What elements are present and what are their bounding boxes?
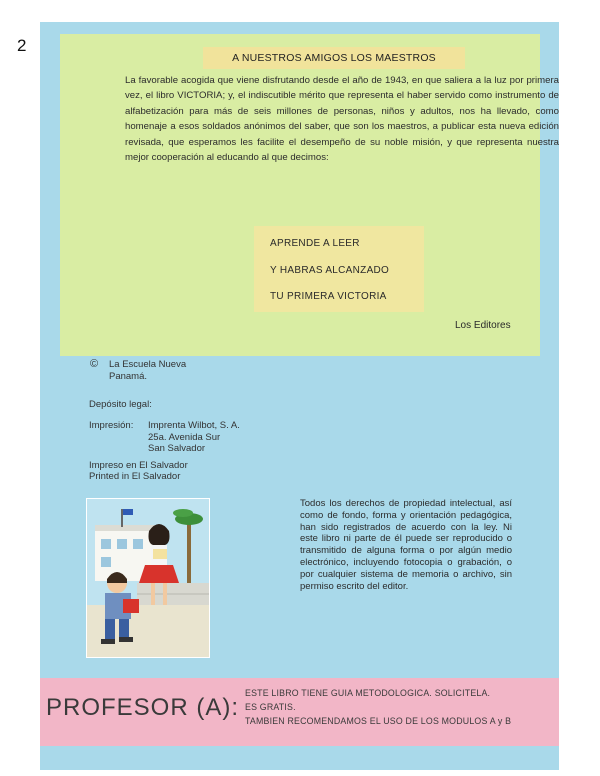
printing-line-1: Imprenta Wilbot, S. A.: [148, 420, 240, 431]
printed-in-line-2: Printed in El Salvador: [89, 471, 181, 482]
copyright-icon: ©: [90, 358, 99, 370]
motto-line-1: APRENDE A LEER: [270, 238, 360, 249]
printing-line-3: San Salvador: [148, 443, 206, 454]
deposit-label: Depósito legal:: [89, 399, 152, 410]
dedication-paragraph: La favorable acogida que viene disfrutando desde el año de 1943, en que saliera a la luz por primera vez, el libro VICTORIA; y, el indiscutible mérito que representa el haber servido como instrumento de alfabetización para más de seis millones de personas, niños y adultos, nos ha llevado, como homenaje a esos soldados anónimos del saber, que son los maestros, a publicar esta nueva edición revisada, que esperamos les facilite el desempeño de su noble misión, y que representa nuestra mejor cooperación al educando al que decimos:: [125, 75, 559, 164]
printed-in-line-1: Impreso en El Salvador: [89, 460, 188, 471]
rights-notice: Todos los derechos de propiedad intelectual, así como de fondo, forma y orientación pedagógica, han sido registrados de acuerdo con la ley. Ni este libro ni parte de él puede ser reproducido o transmitido de alguna forma o por algún medio electrónico, incluyendo fotocopia o grabación, o por cualquier sistema de memoria o archivo, sin permiso escrito del editor.: [300, 498, 512, 592]
free-note: ES GRATIS.: [245, 702, 296, 712]
page-number: 2: [17, 36, 27, 55]
children-reading-illustration: [86, 498, 210, 658]
dedication-heading: A NUESTROS AMIGOS LOS MAESTROS: [203, 47, 465, 69]
children-reading-image: [87, 499, 209, 657]
dedication-box: [60, 34, 559, 356]
printing-line-2: 25a. Avenida Sur: [148, 432, 221, 443]
copyright-line-2: Panamá.: [109, 371, 148, 382]
copyright-line-1: La Escuela Nueva: [109, 359, 187, 370]
teacher-note-band: [40, 678, 559, 746]
motto-line-2: Y HABRAS ALCANZADO: [270, 265, 390, 276]
printing-label: Impresión:: [89, 420, 134, 431]
book-page: [40, 22, 559, 770]
guide-note: ESTE LIBRO TIENE GUIA METODOLOGICA. SOLICITELA.: [245, 688, 491, 698]
modules-note: TAMBIEN RECOMENDAMOS EL USO DE LOS MODULOS A y B: [245, 716, 512, 726]
motto-box: [254, 226, 424, 312]
profesor-label: PROFESOR (A):: [46, 694, 240, 721]
signature: Los Editores: [455, 320, 511, 331]
motto-line-3: TU PRIMERA VICTORIA: [270, 291, 387, 302]
